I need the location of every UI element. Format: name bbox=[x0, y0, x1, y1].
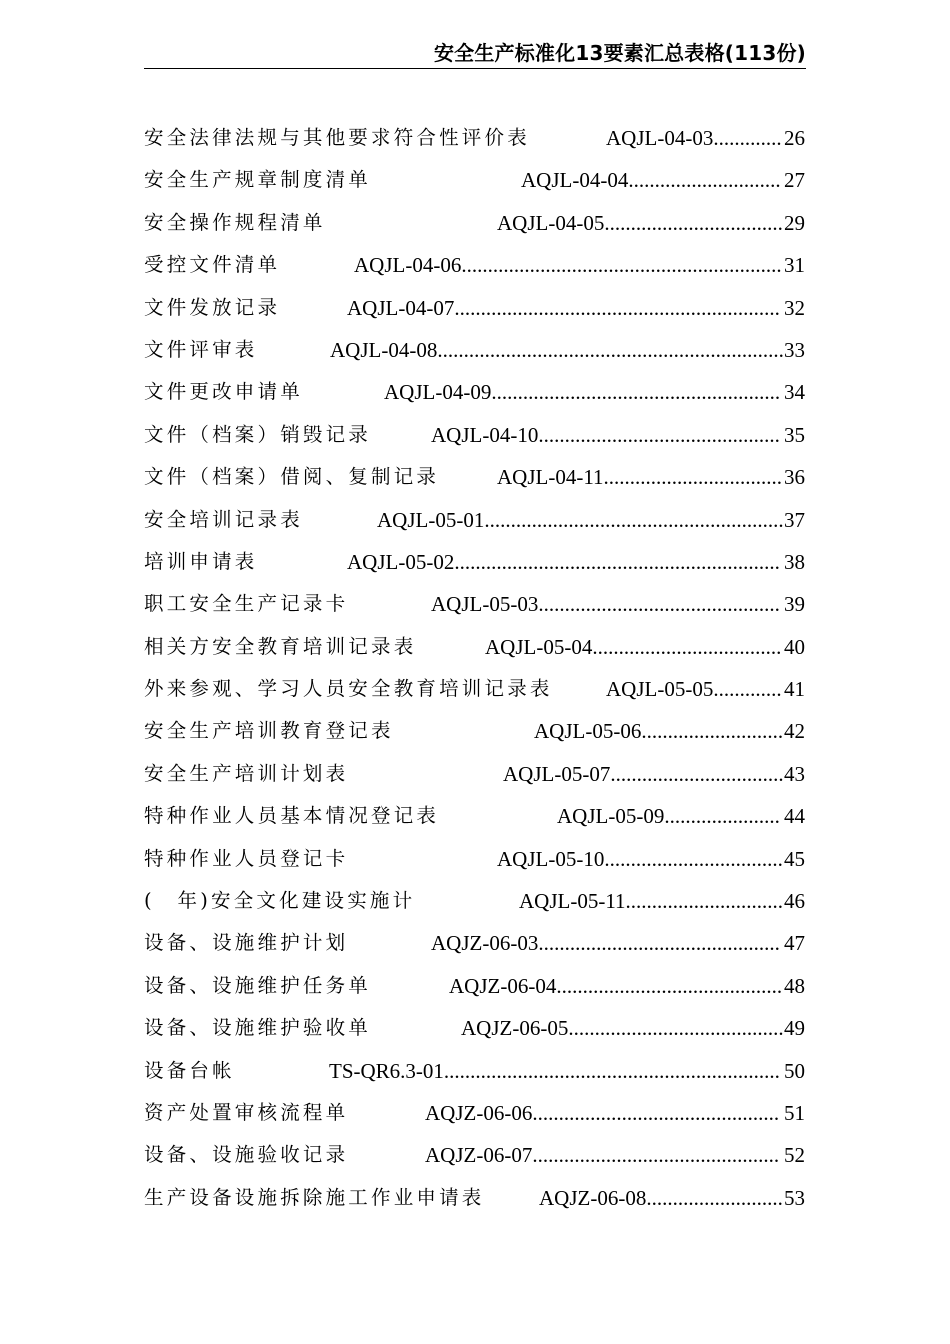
toc-entry-reference bbox=[606, 117, 806, 159]
toc-entry-title: 安全生产规章制度清单 bbox=[144, 168, 372, 192]
toc-entry-reference bbox=[485, 626, 806, 668]
dot-leader: .................................... bbox=[592, 634, 782, 659]
toc-entry-title: 安全生产培训教育登记表 bbox=[144, 719, 394, 743]
toc-entry-reference bbox=[557, 795, 806, 837]
toc-entry-reference bbox=[431, 922, 806, 964]
toc-entry-page-number: 43 bbox=[784, 761, 805, 786]
toc-entry-code: AQJL-04-07 bbox=[347, 295, 455, 320]
toc-entry[interactable] bbox=[144, 329, 806, 371]
dot-leader: .................................. bbox=[604, 846, 783, 871]
toc-entry-title: 文件发放记录 bbox=[144, 295, 281, 319]
toc-entry-reference bbox=[384, 371, 806, 413]
dot-leader: ............. bbox=[713, 677, 782, 702]
toc-entry-code: AQJL-04-11 bbox=[497, 465, 604, 490]
dot-leader: ................................................................ bbox=[443, 1058, 780, 1083]
toc-entry-reference bbox=[503, 753, 806, 795]
toc-entry[interactable] bbox=[144, 244, 806, 286]
toc-entry[interactable] bbox=[144, 626, 806, 668]
dot-leader: .............................................. bbox=[538, 931, 780, 956]
toc-entry-title: 设备、设施验收记录 bbox=[144, 1143, 349, 1167]
toc-entry[interactable] bbox=[144, 880, 806, 922]
toc-entry-page-number: 35 bbox=[784, 422, 805, 447]
toc-entry[interactable] bbox=[144, 371, 806, 413]
toc-entry-reference bbox=[425, 1134, 806, 1176]
toc-entry-code: AQJL-04-05 bbox=[497, 210, 605, 235]
toc-entry-page-number: 36 bbox=[784, 465, 805, 490]
toc-entry-title: 特种作业人员基本情况登记表 bbox=[144, 804, 440, 828]
toc-entry-page-number: 50 bbox=[784, 1058, 805, 1083]
toc-entry-title: 文件更改申请单 bbox=[144, 380, 303, 404]
toc-entry-code: AQJL-04-06 bbox=[354, 253, 462, 278]
toc-entry-reference bbox=[497, 456, 806, 498]
toc-entry-title: 文件（档案）借阅、复制记录 bbox=[144, 465, 440, 489]
dot-leader: .............................. bbox=[625, 889, 784, 914]
toc-entry-title: 文件（档案）销毁记录 bbox=[144, 422, 372, 446]
toc-entry-title: 受控文件清单 bbox=[144, 253, 281, 277]
toc-entry-reference bbox=[534, 710, 806, 752]
toc-entry-code: AQJL-05-01 bbox=[377, 507, 485, 532]
toc-entry[interactable] bbox=[144, 1007, 806, 1049]
toc-entry-reference bbox=[539, 1177, 806, 1219]
toc-entry-code: AQJZ-06-06 bbox=[425, 1100, 533, 1125]
dot-leader: ........................................... bbox=[556, 973, 783, 998]
dot-leader: ............................................... bbox=[532, 1143, 780, 1168]
toc-entry-title: 文件评审表 bbox=[144, 337, 258, 361]
table-of-contents bbox=[144, 117, 806, 1219]
toc-entry-page-number: 46 bbox=[784, 889, 805, 914]
toc-entry-code: AQJL-04-04 bbox=[521, 168, 629, 193]
toc-entry-reference bbox=[431, 414, 806, 456]
toc-entry-title: 相关方安全教育培训记录表 bbox=[144, 634, 417, 658]
toc-entry[interactable] bbox=[144, 159, 806, 201]
dot-leader: .............................................. bbox=[538, 422, 780, 447]
toc-entry-code: AQJL-05-06 bbox=[534, 719, 642, 744]
toc-entry-page-number: 32 bbox=[784, 295, 805, 320]
dot-leader: .................................................................. bbox=[437, 337, 784, 362]
toc-entry-code: AQJZ-06-07 bbox=[425, 1143, 533, 1168]
toc-entry-code: AQJL-05-03 bbox=[431, 592, 539, 617]
toc-entry-title: 设备台帐 bbox=[144, 1058, 235, 1082]
toc-entry-code: AQJZ-06-04 bbox=[449, 973, 557, 998]
toc-entry-title: 外来参观、学习人员安全教育培训记录表 bbox=[144, 677, 553, 701]
dot-leader: ...................... bbox=[664, 804, 780, 829]
toc-entry-page-number: 41 bbox=[784, 677, 805, 702]
toc-entry-reference bbox=[330, 329, 806, 371]
toc-entry-reference bbox=[497, 838, 806, 880]
toc-entry-reference bbox=[347, 541, 806, 583]
toc-entry-code: AQJZ-06-03 bbox=[431, 931, 539, 956]
toc-entry-title: 设备、设施维护任务单 bbox=[144, 973, 372, 997]
toc-entry-code: AQJL-05-04 bbox=[485, 634, 593, 659]
toc-entry-page-number: 33 bbox=[784, 337, 805, 362]
toc-entry-reference bbox=[519, 880, 806, 922]
toc-entry-code: AQJL-05-11 bbox=[519, 889, 626, 914]
toc-entry-reference bbox=[329, 1050, 806, 1092]
dot-leader: .............................................. bbox=[538, 592, 780, 617]
toc-entry-code: AQJZ-06-08 bbox=[539, 1185, 647, 1210]
toc-entry-reference bbox=[449, 965, 806, 1007]
toc-entry-title: 安全生产培训计划表 bbox=[144, 761, 349, 785]
toc-entry-code: AQJL-05-07 bbox=[503, 761, 611, 786]
dot-leader: ........................... bbox=[641, 719, 784, 744]
toc-entry[interactable] bbox=[144, 710, 806, 752]
dot-leader: .............................................................. bbox=[454, 295, 780, 320]
toc-entry-page-number: 53 bbox=[784, 1185, 805, 1210]
toc-entry-title: 安全法律法规与其他要求符合性评价表 bbox=[144, 126, 530, 149]
toc-entry-page-number: 39 bbox=[784, 592, 805, 617]
toc-entry-code: AQJL-04-08 bbox=[330, 337, 438, 362]
dot-leader: ............................................................. bbox=[461, 253, 782, 278]
toc-entry-title: ( 年)安全文化建设实施计 bbox=[144, 889, 416, 913]
toc-entry-code: AQJL-05-05 bbox=[606, 677, 714, 702]
toc-entry[interactable] bbox=[144, 1177, 806, 1219]
dot-leader: ............................................... bbox=[532, 1100, 780, 1125]
dot-leader: .................................. bbox=[603, 465, 783, 490]
toc-entry[interactable] bbox=[144, 1134, 806, 1176]
dot-leader: ............. bbox=[713, 126, 782, 150]
toc-entry-code: AQJL-04-09 bbox=[384, 380, 492, 405]
dot-leader: ......................................................... bbox=[484, 507, 784, 532]
toc-entry-reference bbox=[431, 583, 806, 625]
toc-entry-page-number: 31 bbox=[784, 253, 805, 278]
toc-entry[interactable] bbox=[144, 1050, 806, 1092]
toc-entry-title: 安全操作规程清单 bbox=[144, 210, 326, 234]
toc-entry-title: 特种作业人员登记卡 bbox=[144, 846, 349, 870]
toc-entry-reference bbox=[521, 159, 806, 201]
toc-entry[interactable] bbox=[144, 753, 806, 795]
toc-entry-page-number: 51 bbox=[784, 1100, 805, 1125]
toc-entry[interactable] bbox=[144, 202, 806, 244]
toc-entry-page-number: 29 bbox=[784, 210, 805, 235]
toc-entry-page-number: 34 bbox=[784, 380, 805, 405]
toc-entry-reference bbox=[354, 244, 806, 286]
page-header bbox=[144, 38, 806, 69]
toc-entry-page-number: 47 bbox=[784, 931, 805, 956]
toc-entry[interactable] bbox=[144, 287, 806, 329]
toc-entry[interactable] bbox=[144, 1092, 806, 1134]
toc-entry[interactable] bbox=[144, 499, 806, 541]
toc-entry-reference bbox=[461, 1007, 806, 1049]
toc-entry-page-number: 45 bbox=[784, 846, 805, 871]
toc-entry[interactable] bbox=[144, 583, 806, 625]
header-title: 安全生产标准化13要素汇总表格(113份) bbox=[433, 41, 806, 65]
toc-entry-reference bbox=[347, 287, 806, 329]
toc-entry-title: 安全培训记录表 bbox=[144, 507, 303, 531]
toc-entry-code: AQJL-04-10 bbox=[431, 422, 539, 447]
toc-entry-page-number: 42 bbox=[784, 719, 805, 744]
toc-entry-page-number: 44 bbox=[784, 804, 805, 829]
toc-entry-reference bbox=[377, 499, 806, 541]
toc-entry[interactable] bbox=[144, 117, 806, 159]
dot-leader: .......................... bbox=[646, 1185, 783, 1210]
toc-entry-page-number: 38 bbox=[784, 549, 805, 574]
toc-entry-reference bbox=[606, 668, 806, 710]
toc-entry[interactable] bbox=[144, 541, 806, 583]
toc-entry-title: 设备、设施维护验收单 bbox=[144, 1016, 372, 1040]
toc-entry-code: AQJZ-06-05 bbox=[461, 1016, 569, 1041]
dot-leader: .................................. bbox=[604, 210, 783, 235]
dot-leader: ....................................................... bbox=[491, 380, 781, 405]
toc-entry[interactable] bbox=[144, 456, 806, 498]
toc-entry[interactable] bbox=[144, 795, 806, 837]
toc-entry-title: 设备、设施维护计划 bbox=[144, 931, 349, 955]
toc-entry-title: 生产设备设施拆除施工作业申请表 bbox=[144, 1185, 485, 1209]
toc-entry[interactable] bbox=[144, 668, 806, 710]
toc-entry[interactable] bbox=[144, 414, 806, 456]
dot-leader: ............................. bbox=[628, 168, 781, 193]
toc-entry-title: 职工安全生产记录卡 bbox=[144, 592, 349, 616]
dot-leader: .............................................................. bbox=[454, 549, 780, 574]
toc-entry[interactable] bbox=[144, 922, 806, 964]
toc-entry-title: 资产处置审核流程单 bbox=[144, 1100, 349, 1124]
toc-entry-code: AQJL-04-03 bbox=[606, 126, 714, 150]
toc-entry-page-number: 40 bbox=[784, 634, 805, 659]
toc-entry[interactable] bbox=[144, 838, 806, 880]
toc-entry-page-number: 49 bbox=[784, 1016, 805, 1041]
toc-entry-title: 培训申请表 bbox=[144, 549, 258, 573]
toc-entry[interactable] bbox=[144, 965, 806, 1007]
toc-entry-code: AQJL-05-10 bbox=[497, 846, 605, 871]
toc-entry-page-number: 27 bbox=[784, 168, 805, 193]
toc-entry-page-number: 48 bbox=[784, 973, 805, 998]
toc-entry-page-number: 52 bbox=[784, 1143, 805, 1168]
dot-leader: ................................. bbox=[610, 761, 784, 786]
toc-entry-code: AQJL-05-02 bbox=[347, 549, 455, 574]
dot-leader: ......................................... bbox=[568, 1016, 784, 1041]
toc-entry-code: TS-QR6.3-01 bbox=[329, 1058, 444, 1083]
toc-entry-code: AQJL-05-09 bbox=[557, 804, 665, 829]
toc-entry-reference bbox=[497, 202, 806, 244]
toc-entry-page-number: 37 bbox=[784, 507, 805, 532]
toc-entry-page-number: 26 bbox=[784, 126, 805, 150]
toc-entry-reference bbox=[425, 1092, 806, 1134]
